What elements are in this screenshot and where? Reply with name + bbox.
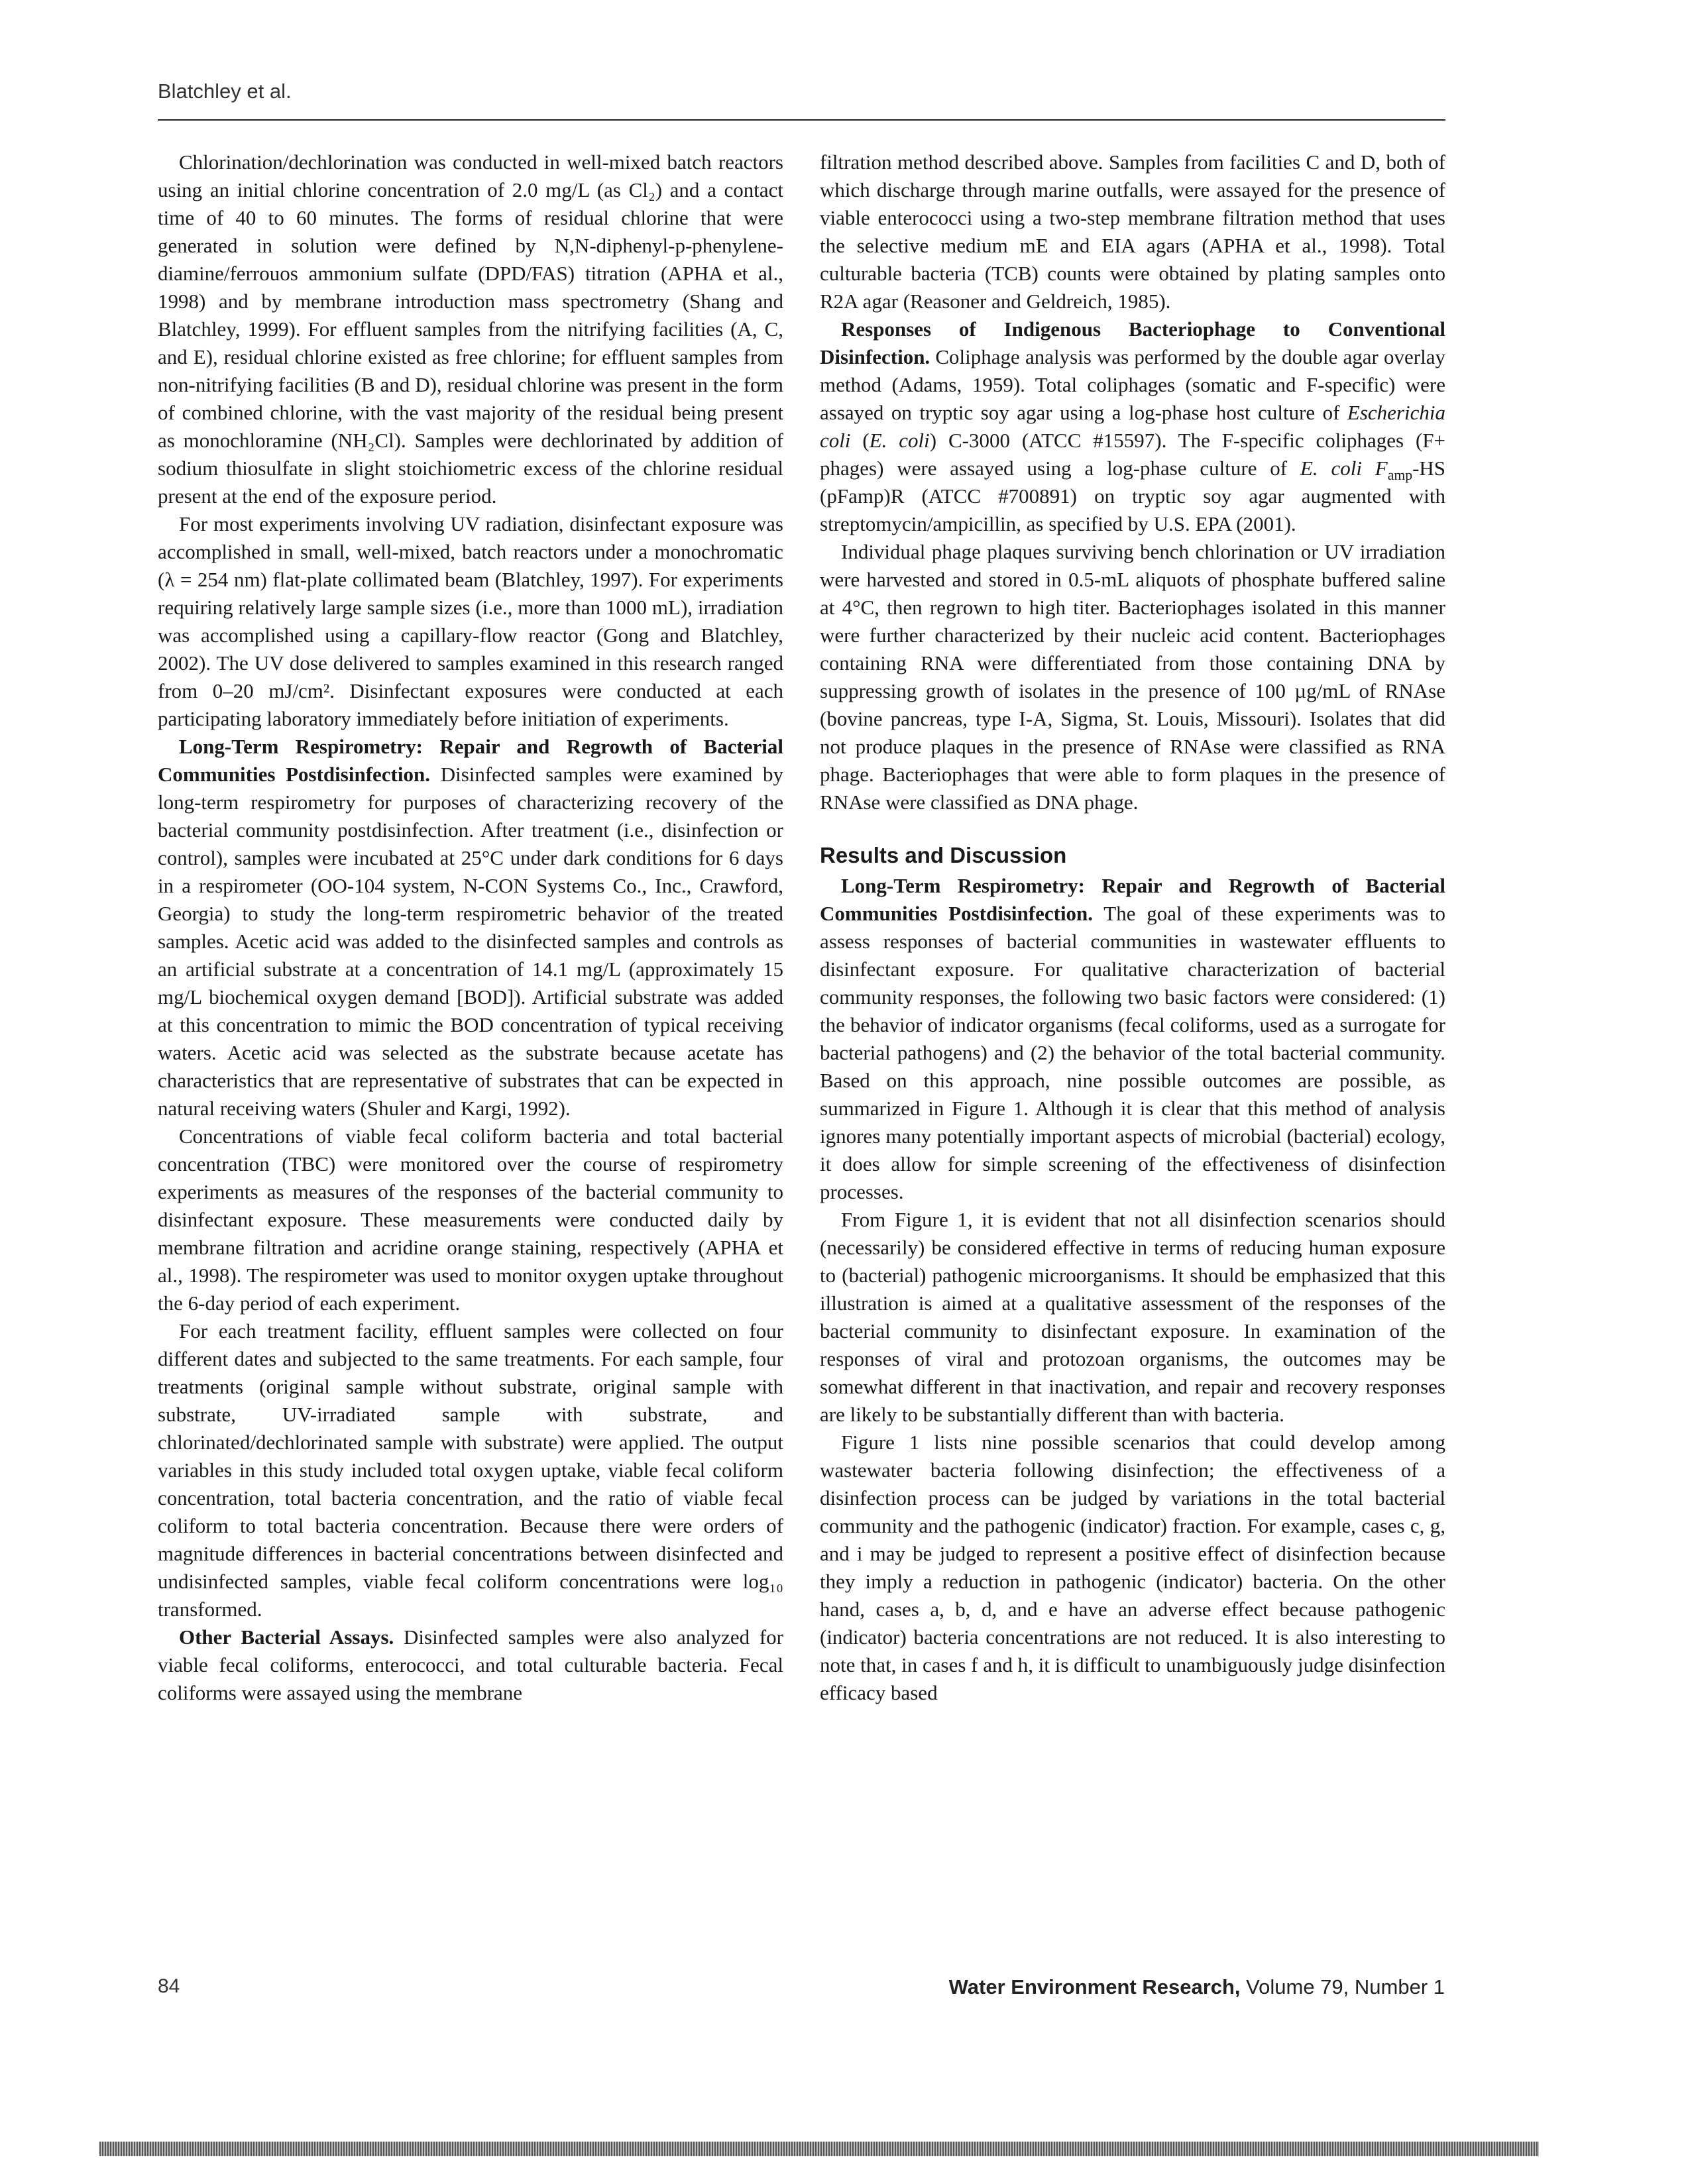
volume-issue: Volume 79, Number 1 [1246,1975,1445,1998]
paragraph-bacteriophage-responses: Responses of Indigenous Bacteriophage to Conventional Disinfection. Coliphage analysis was performed by the double agar overlay method (Adams, 1959). Total coliphages (somatic and F-specific) were assayed on tryptic soy agar using a log-phase host culture of Escherichia coli (E. coli) C-3000 (ATCC #15597). The F-specific coliphages (F+ phages) were assayed using a log-phase culture of E. coli $F_{amp}-HS$ (pFamp)R (ATCC #700891) on tryptic soy agar augmented with streptomycin/ampicillin, as specified by U.S. EPA (2001). [820,317,1446,535]
section-heading-results: Results and Discussion [820,843,1067,867]
species-abbreviation: E. coli [869,429,930,452]
run-in-heading: Long-Term Respirometry: Repair and Regrowth of Bacterial Communities Postdisinfection. [158,735,783,786]
scan-edge-bar [99,2142,1539,2156]
paragraph-text: Disinfected samples were also analyzed for viable fecal coliforms, enterococci, and total culturable bacteria. Fecal coliforms were assayed using the membrane [158,1625,783,1704]
species-abbreviation: E. coli [1300,457,1362,480]
journal-name: Water Environment Research, [948,1975,1241,1998]
paragraph-results-respirometry [820,872,1445,1206]
journal-footer [949,1975,1445,1999]
right-column [820,148,1445,1707]
paragraph-text: -HS (pFamp)R (ATCC #700891) on tryptic soy agar augmented with streptomycin/ampicillin, as specified by U.S. EPA (2001). [820,457,1446,535]
header-rule [158,119,1445,121]
paragraph-chlorination: Chlorination/dechlorination was conducted in well-mixed batch reactors using an initial chlorine concentration of 2.0 mg/L (as Cl₂) and a contact time of 40 to 60 minutes. The forms of residual chlorine that were generated in solution were defined by N,N-diphenyl-p-phenylene-diamine/ferrouos ammonium sulfate (DPD/FAS) titration (APHA et al., 1998) and by membrane introduction mass spectrometry (Shang and Blatchley, 1999). For effluent samples from the nitrifying facilities (A, C, and E), residual chlorine existed as free chlorine; for effluent samples from non-nitrifying facilities (B and D), residual chlorine was present in the form of combined chlorine, with the vast majority of the residual being present as monochloramine (NH₂Cl). Samples were dechlorinated by addition of sodium thiosulfate in slight stoichiometric excess of the chlorine residual present at the end of the exposure period. [158,150,783,508]
paragraph-filtration-continued: filtration method described above. Samples from facilities C and D, both of which discharge through marine outfalls, were assayed for the presence of viable enterococci using a two-step membrane filtration method that uses the selective medium mE and EIA agars (APHA et al., 1998). Total culturable bacteria (TCB) counts were obtained by plating samples onto R2A agar (Reasoner and Geldreich, 1985). [820,150,1445,313]
left-column [158,148,783,1707]
run-in-heading: Long-Term Respirometry: Repair and Regrowth of Bacterial Communities Postdisinfection. [820,874,1445,925]
running-head: Blatchley et al. [158,80,292,103]
run-in-heading: Responses of Indigenous Bacteriophage to Conventional Disinfection. [820,317,1445,368]
paragraph-figure1-evidence: From Figure 1, it is evident that not all disinfection scenarios should (necessarily) be considered effective in terms of reducing human exposure to (bacterial) pathogenic microorganisms. It should be emphasized that this illustration is aimed at a qualitative assessment of the responses of the bacterial community to disinfectant exposure. In examination of the responses of viral and protozoan organisms, the outcomes may be somewhat different in that inactivation, and repair and recovery responses are likely to be substantially different than with bacteria. [820,1208,1445,1426]
paragraph-treatment-facility: For each treatment facility, effluent samples were collected on four different dates and subjected to the same treatments. For each sample, four treatments (original sample without substrate, original sample with substrate, UV-irradiated sample with substrate, and chlorinated/dechlorinated sample with substrate) were applied. The output variables in this study included total oxygen uptake, viable fecal coliform concentration, total bacteria concentration, and the ratio of viable fecal coliform to total bacteria concentration. Because there were orders of magnitude differences in bacterial concentrations between disinfected and undisinfected samples, viable fecal coliform concentrations were log₁₀ transformed. [158,1319,783,1621]
paragraph-text: The goal of these experiments was to assess responses of bacterial communities in wastewater effluents to disinfectant exposure. For qualitative characterization of bacterial community responses, the following two basic factors were considered: (1) the behavior of indicator organisms (fecal coliforms, used as a surrogate for bacterial pathogens) and (2) the behavior of the total bacterial community. Based on this approach, nine possible outcomes are possible, as summarized in Figure 1. Although it is clear that this method of analysis ignores many potentially important aspects of microbial (bacterial) ecology, it does allow for simple screening of the effectiveness of disinfection processes. [820,902,1445,1203]
paragraph-text: ) C-3000 (ATCC #15597). The F-specific coliphages (F+ phages) were assayed using a log-phase culture of [820,429,1446,480]
paragraph-text: Disinfected samples were examined by long-term respirometry for purposes of characterizing recovery of the bacterial community postdisinfection. After treatment (i.e., disinfection or control), samples were incubated at 25°C under dark conditions for 6 days in a respirometer (OO-104 system, N-CON Systems Co., Inc., Crawford, Georgia) to study the long-term respirometric behavior of the treated samples. Acetic acid was added to the disinfected samples and controls as an artificial substrate at a concentration of 14.1 mg/L (approximately 15 mg/L biochemical oxygen demand [BOD]). Artificial substrate was added at this concentration to mimic the BOD concentration of typical receiving waters. Acetic acid was selected as the substrate because acetate has characteristics that are representative of substrates that can be expected in natural receiving waters (Shuler and Kargi, 1992). [158,763,784,1120]
paragraph-figure1-scenarios: Figure 1 lists nine possible scenarios that could develop among wastewater bacteria following disinfection; the effectiveness of a disinfection process can be judged by variations in the total bacterial community and the pathogenic (indicator) fraction. For example, cases c, g, and i may be judged to represent a positive effect of disinfection because they imply a reduction in pathogenic (indicator) bacteria. On the other hand, cases a, b, d, and e have an adverse effect because pathogenic (indicator) bacteria concentrations are not reduced. It is also interesting to note that, in cases f and h, it is difficult to unambiguously judge disinfection efficacy based [820,1431,1445,1704]
page-number: 84 [158,1975,180,1997]
paragraph-long-term-respirometry [158,733,783,1122]
run-in-heading: Other Bacterial Assays. [179,1625,394,1649]
paragraph-uv-radiation: For most experiments involving UV radiation, disinfectant exposure was accomplished in small, well-mixed, batch reactors under a monochromatic (λ = 254 nm) flat-plate collimated beam (Blatchley, 1997). For experiments requiring relatively large sample sizes (i.e., more than 1000 mL), irradiation was accomplished using a capillary-flow reactor (Gong and Blatchley, 2002). The UV dose delivered to samples examined in this research ranged from 0–20 mJ/cm². Disinfectant exposures were conducted at each participating laboratory immediately before initiation of experiments. [158,512,783,730]
famp-subscript: amp [1387,467,1413,484]
paragraph-other-bacterial-assays [158,1623,783,1707]
paragraph-phage-plaques: Individual phage plaques surviving bench chlorination or UV irradiation were harvested and stored in 0.5-mL aliquots of phosphate buffered saline at 4°C, then regrown to high titer. Bacteriophages isolated in this manner were further characterized by their nucleic acid content. Bacteriophages containing RNA were differentiated from those containing DNA by suppressing growth of isolates in the presence of 100 µg/mL of RNAse (bovine pancreas, type I-A, Sigma, St. Louis, Missouri). Isolates that did not produce plaques in the presence of RNAse were classified as RNA phage. Bacteriophages that were able to form plaques in the presence of RNAse were classified as DNA phage. [820,540,1445,814]
paragraph-text: Coliphage analysis was performed by the double agar overlay method (Adams, 1959). Total coliphages (somatic and F-specific) were assayed on tryptic soy agar using a log-phase host culture of [820,345,1445,424]
species-name: Escherichia coli [820,401,1445,452]
famp-symbol: F [1375,457,1388,480]
paragraph-fecal-coliform-concentrations: Concentrations of viable fecal coliform bacteria and total bacterial concentration (TBC) were monitored over the course of respirometry experiments as measures of the responses of the bacterial community to disinfectant exposure. These measurements were conducted daily by membrane filtration and acridine orange staining, respectively (APHA et al., 1998). The respirometer was used to monitor oxygen uptake throughout the 6-day period of each experiment. [158,1124,783,1315]
